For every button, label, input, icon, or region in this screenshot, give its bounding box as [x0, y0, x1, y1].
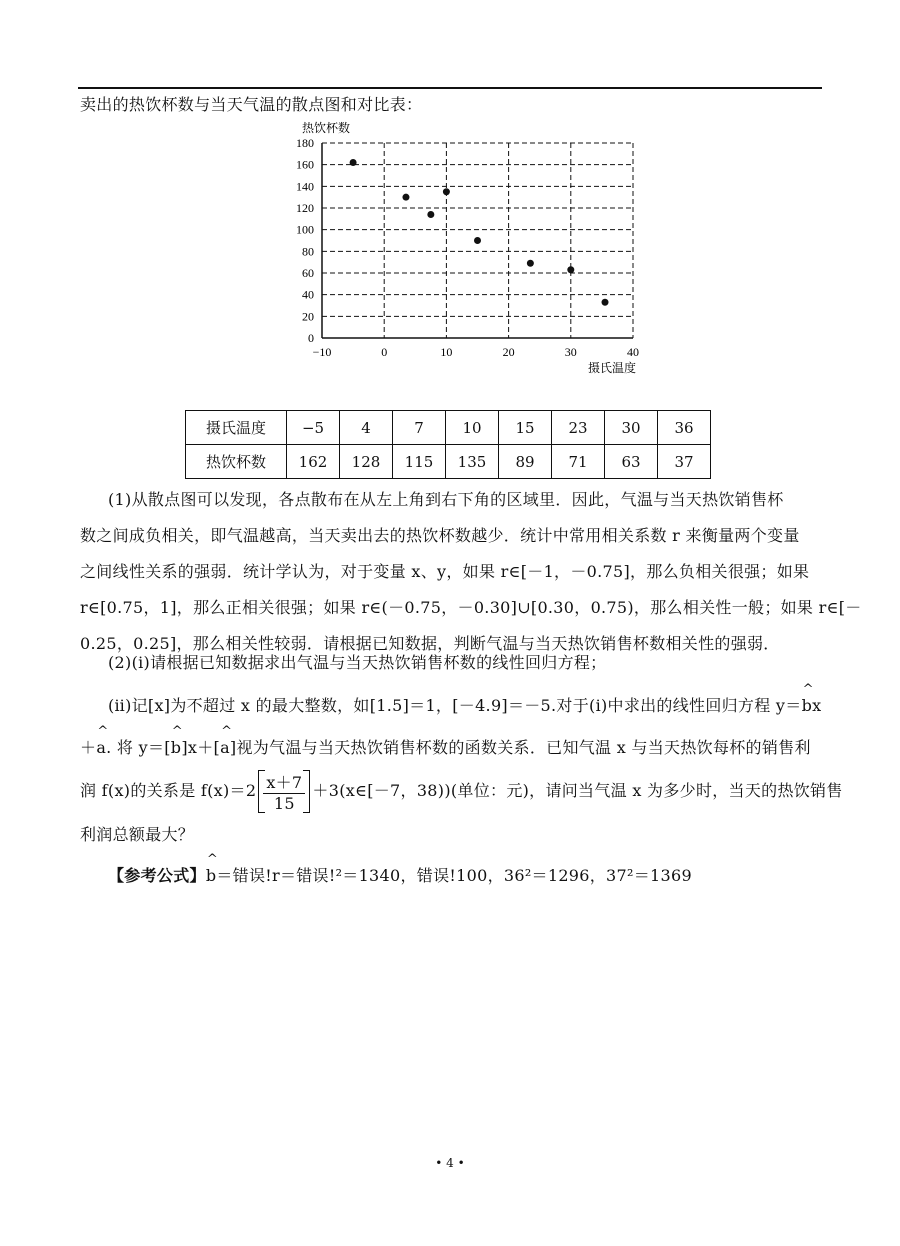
- y-tick-label: 60: [302, 266, 314, 280]
- table-cell: 115: [393, 445, 446, 479]
- x-axis-label: 摄氏温度: [588, 361, 637, 375]
- x-tick-label: 40: [627, 345, 639, 359]
- text: ＋: [80, 738, 97, 757]
- b-hat: ^ b: [206, 866, 217, 885]
- para3-line2: [80, 735, 811, 758]
- reference-formula: [108, 863, 692, 886]
- data-point: [474, 237, 481, 244]
- table-cell: 23: [552, 411, 605, 445]
- table-cell: 10: [446, 411, 499, 445]
- scatter-chart: [280, 110, 660, 380]
- data-point: [427, 211, 434, 218]
- page-number: • 4 •: [435, 1156, 465, 1170]
- para2-text: (2)(ⅰ)请根据已知数据求出气温与当天热饮销售杯数的线性回归方程；: [108, 653, 607, 672]
- data-point: [350, 159, 357, 166]
- data-table: [185, 410, 711, 479]
- text: ＝错误!r＝错误!²＝1340，错误!100，36²＝1296，37²＝1369: [216, 866, 692, 885]
- table-cell: 63: [605, 445, 658, 479]
- fraction-denominator: 15: [273, 794, 295, 813]
- table-cell: 89: [499, 445, 552, 479]
- para1-line: r∈[0.75，1]，那么正相关很强；如果 r∈(－0.75，－0.30]∪[0.30，0.75)，那么相关性一般；如果 r∈[－: [80, 598, 862, 617]
- x-tick-label: 0: [381, 345, 388, 359]
- table-cell: 37: [658, 445, 711, 479]
- y-tick-label: 140: [296, 179, 314, 194]
- row-header: 热饮杯数: [186, 445, 287, 479]
- a-hat: ^ a: [96, 738, 106, 757]
- table-cell: 15: [499, 411, 552, 445]
- y-tick-label: 120: [296, 201, 314, 215]
- b-hat: ^ b: [802, 696, 813, 715]
- table-cell: 71: [552, 445, 605, 479]
- fraction-numerator: x＋7: [263, 770, 305, 794]
- para1-line: 0.25，0.25]，那么相关性较弱．请根据已知数据，判断气温与当天热饮销售杯数相关性的强弱．: [80, 634, 780, 653]
- text: (ⅱ)记[x]为不超过 x 的最大整数，如[1.5]＝1，[－4.9]＝－5.对于(ⅰ)中求出的线性回归方程 y＝: [108, 696, 802, 715]
- data-point: [443, 188, 450, 195]
- x-tick-label: −10: [312, 345, 332, 359]
- x-tick-label: 20: [502, 345, 515, 359]
- y-tick-label: 0: [308, 331, 314, 345]
- data-point: [402, 194, 409, 201]
- para1-line: 之间线性关系的强弱．统计学认为，对于变量 x、y，如果 r∈[－1，－0.75]，那么负相关很强；如果: [80, 562, 810, 581]
- table-cell: 7: [393, 411, 446, 445]
- row-header: 摄氏温度: [186, 411, 287, 445]
- table-cell: 30: [605, 411, 658, 445]
- text: x: [812, 696, 822, 715]
- text: ＋3(x∈[－7，38))(单位：元)，请问当气温 x 为多少时，当天的热饮销售: [312, 781, 843, 800]
- text: 润 f(x)的关系是 f(x)＝2: [80, 781, 257, 800]
- para3-line3: [80, 770, 843, 813]
- table-cell: 128: [340, 445, 393, 479]
- text: . 将 y＝[: [106, 738, 171, 757]
- a-hat: ^ a: [220, 738, 230, 757]
- para1-line: 数之间成负相关，即气温越高，当天卖出去的热饮杯数越少．统计中常用相关系数 r 来衡量两个变量: [80, 526, 800, 545]
- data-point: [602, 299, 609, 306]
- y-axis-label: 热饮杯数: [302, 121, 351, 135]
- intro-text: 卖出的热饮杯数与当天气温的散点图和对比表：: [80, 95, 423, 114]
- top-rule: [78, 87, 822, 89]
- para1-line: (1)从散点图可以发现，各点散布在从左上角到右下角的区域里．因此，气温与当天热饮销售杯: [108, 490, 784, 509]
- y-tick-label: 20: [302, 309, 314, 324]
- y-tick-label: 100: [296, 222, 314, 237]
- table-row: [186, 445, 711, 479]
- data-point: [527, 260, 534, 267]
- table-cell: −5: [287, 411, 340, 445]
- para3-line1: [108, 693, 821, 716]
- table-row: [186, 411, 711, 445]
- y-tick-label: 180: [296, 136, 314, 150]
- table-cell: 36: [658, 411, 711, 445]
- x-tick-label: 10: [440, 345, 453, 359]
- table-cell: 135: [446, 445, 499, 479]
- y-tick-label: 40: [302, 287, 314, 302]
- table-cell: 162: [287, 445, 340, 479]
- b-hat: ^ b: [171, 738, 182, 757]
- x-tick-label: 30: [564, 345, 577, 359]
- text: ]x＋[: [181, 738, 221, 757]
- para3-line4: 利润总额最大？: [80, 825, 195, 844]
- data-point: [567, 266, 574, 273]
- y-tick-label: 80: [302, 244, 314, 259]
- text: ]视为气温与当天热饮销售杯数的函数关系．已知气温 x 与当天热饮每杯的销售利: [229, 738, 811, 757]
- floor-fraction: [258, 770, 310, 813]
- y-tick-label: 160: [296, 157, 314, 172]
- ref-label: 【参考公式】: [108, 866, 206, 885]
- table-cell: 4: [340, 411, 393, 445]
